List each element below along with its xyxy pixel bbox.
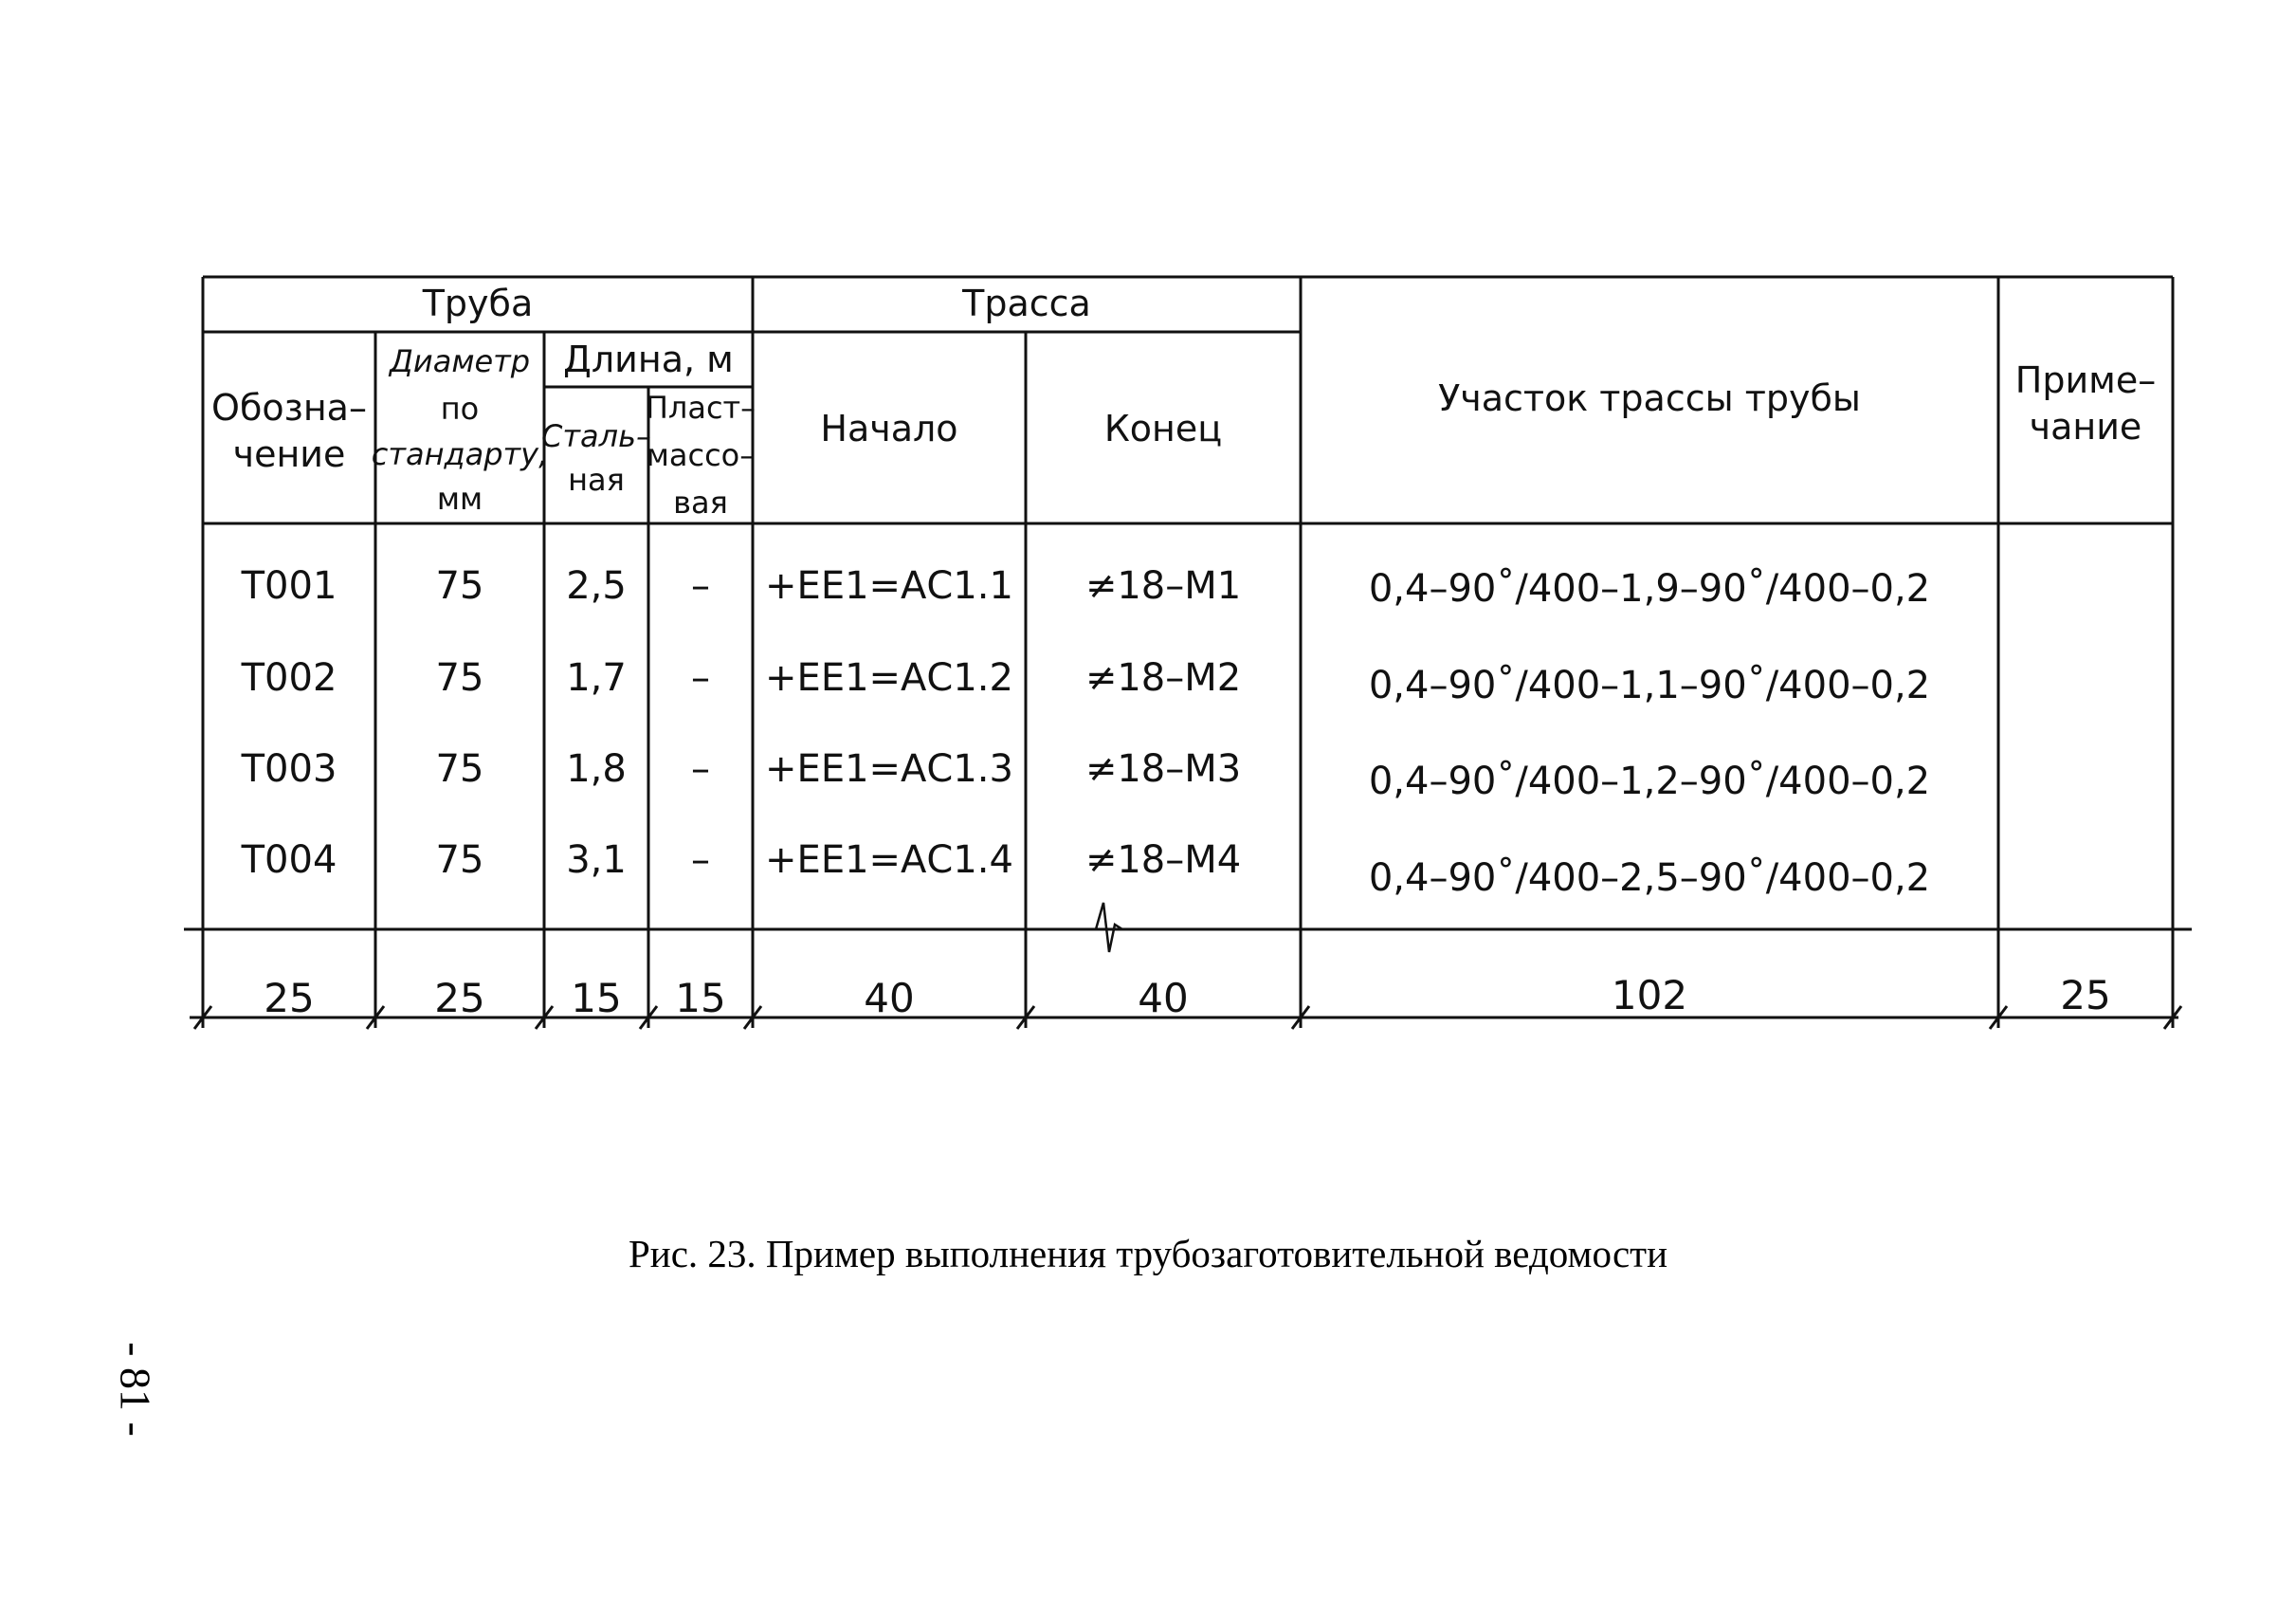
cell-diameter: 75 bbox=[435, 656, 484, 700]
header-plastic-line-2: массо– bbox=[646, 437, 756, 473]
table-header bbox=[211, 283, 2156, 521]
dim-label-note: 25 bbox=[2060, 972, 2111, 1018]
dim-label-diameter: 25 bbox=[434, 975, 485, 1021]
header-diameter-line-4: мм bbox=[436, 481, 483, 517]
cell-route-end: ≠18–М1 bbox=[1084, 564, 1242, 608]
cell-steel-length: 1,8 bbox=[566, 747, 627, 791]
header-designation-line-1: Обозна– bbox=[211, 387, 367, 429]
dim-label-start: 40 bbox=[864, 975, 915, 1021]
header-note-line-2: чание bbox=[2029, 406, 2142, 448]
cell-diameter: 75 bbox=[435, 747, 484, 791]
cell-route-segment: 0,4–90˚/400–2,5–90˚/400–0,2 bbox=[1368, 856, 1931, 900]
table-row bbox=[241, 656, 1931, 707]
header-route-group: Трасса bbox=[962, 283, 1091, 324]
cell-designation: Т001 bbox=[241, 564, 337, 608]
table-row bbox=[241, 564, 1931, 611]
cell-plastic-length: – bbox=[691, 838, 710, 882]
cell-route-segment: 0,4–90˚/400–1,9–90˚/400–0,2 bbox=[1368, 567, 1931, 611]
header-steel-line-1: Сталь– bbox=[541, 418, 651, 454]
header-length-group: Длина, м bbox=[563, 339, 734, 380]
cell-route-segment: 0,4–90˚/400–1,1–90˚/400–0,2 bbox=[1368, 664, 1931, 707]
dim-label-end: 40 bbox=[1138, 975, 1189, 1021]
table-row bbox=[241, 838, 1931, 900]
cell-plastic-length: – bbox=[691, 747, 710, 791]
cell-route-end: ≠18–М2 bbox=[1084, 656, 1242, 700]
cell-diameter: 75 bbox=[435, 838, 484, 882]
cell-designation: Т004 bbox=[241, 838, 337, 882]
dim-label-designation: 25 bbox=[264, 975, 315, 1021]
cell-route-end: ≠18–М3 bbox=[1084, 747, 1242, 791]
header-designation-line-2: чение bbox=[232, 433, 346, 475]
cell-plastic-length: – bbox=[691, 656, 710, 700]
cell-route-start: +ЕЕ1=АС1.3 bbox=[765, 747, 1013, 791]
header-pipe-group: Труба bbox=[422, 283, 534, 324]
break-mark bbox=[1088, 903, 1174, 952]
dim-label-plastic: 15 bbox=[675, 975, 726, 1021]
cell-steel-length: 1,7 bbox=[566, 656, 627, 700]
dimension-labels bbox=[264, 972, 2110, 1021]
cell-route-end: ≠18–М4 bbox=[1084, 838, 1242, 882]
cell-diameter: 75 bbox=[435, 564, 484, 608]
header-diameter-line-1: Диаметр bbox=[389, 343, 531, 379]
header-diameter-line-3: стандарту, bbox=[371, 436, 549, 472]
cell-steel-length: 3,1 bbox=[566, 838, 627, 882]
header-steel-line-2: ная bbox=[568, 462, 625, 498]
header-start: Начало bbox=[820, 408, 958, 449]
cell-route-segment: 0,4–90˚/400–1,2–90˚/400–0,2 bbox=[1368, 760, 1931, 803]
header-diameter-line-2: по bbox=[440, 391, 480, 427]
header-segment: Участок трассы трубы bbox=[1438, 377, 1861, 419]
page-number-label: - 81 - bbox=[111, 1342, 160, 1437]
table-body bbox=[241, 564, 1931, 900]
cell-designation: Т003 bbox=[241, 747, 337, 791]
cell-route-start: +ЕЕ1=АС1.2 bbox=[765, 656, 1013, 700]
header-plastic-line-1: Пласт– bbox=[645, 390, 756, 426]
cell-steel-length: 2,5 bbox=[566, 564, 627, 608]
cell-plastic-length: – bbox=[691, 564, 710, 608]
dim-label-steel: 15 bbox=[571, 975, 622, 1021]
cell-designation: Т002 bbox=[241, 656, 337, 700]
figure-caption: Рис. 23. Пример выполнения трубозаготовительной ведомости bbox=[628, 1232, 1668, 1275]
dim-label-segment: 102 bbox=[1611, 972, 1688, 1018]
header-note-line-1: Приме– bbox=[2014, 359, 2157, 401]
header-plastic-line-3: вая bbox=[673, 485, 728, 521]
table-row bbox=[241, 747, 1931, 803]
cell-route-start: +ЕЕ1=АС1.1 bbox=[765, 564, 1013, 608]
cell-route-start: +ЕЕ1=АС1.4 bbox=[765, 838, 1013, 882]
header-end: Конец bbox=[1103, 408, 1223, 449]
